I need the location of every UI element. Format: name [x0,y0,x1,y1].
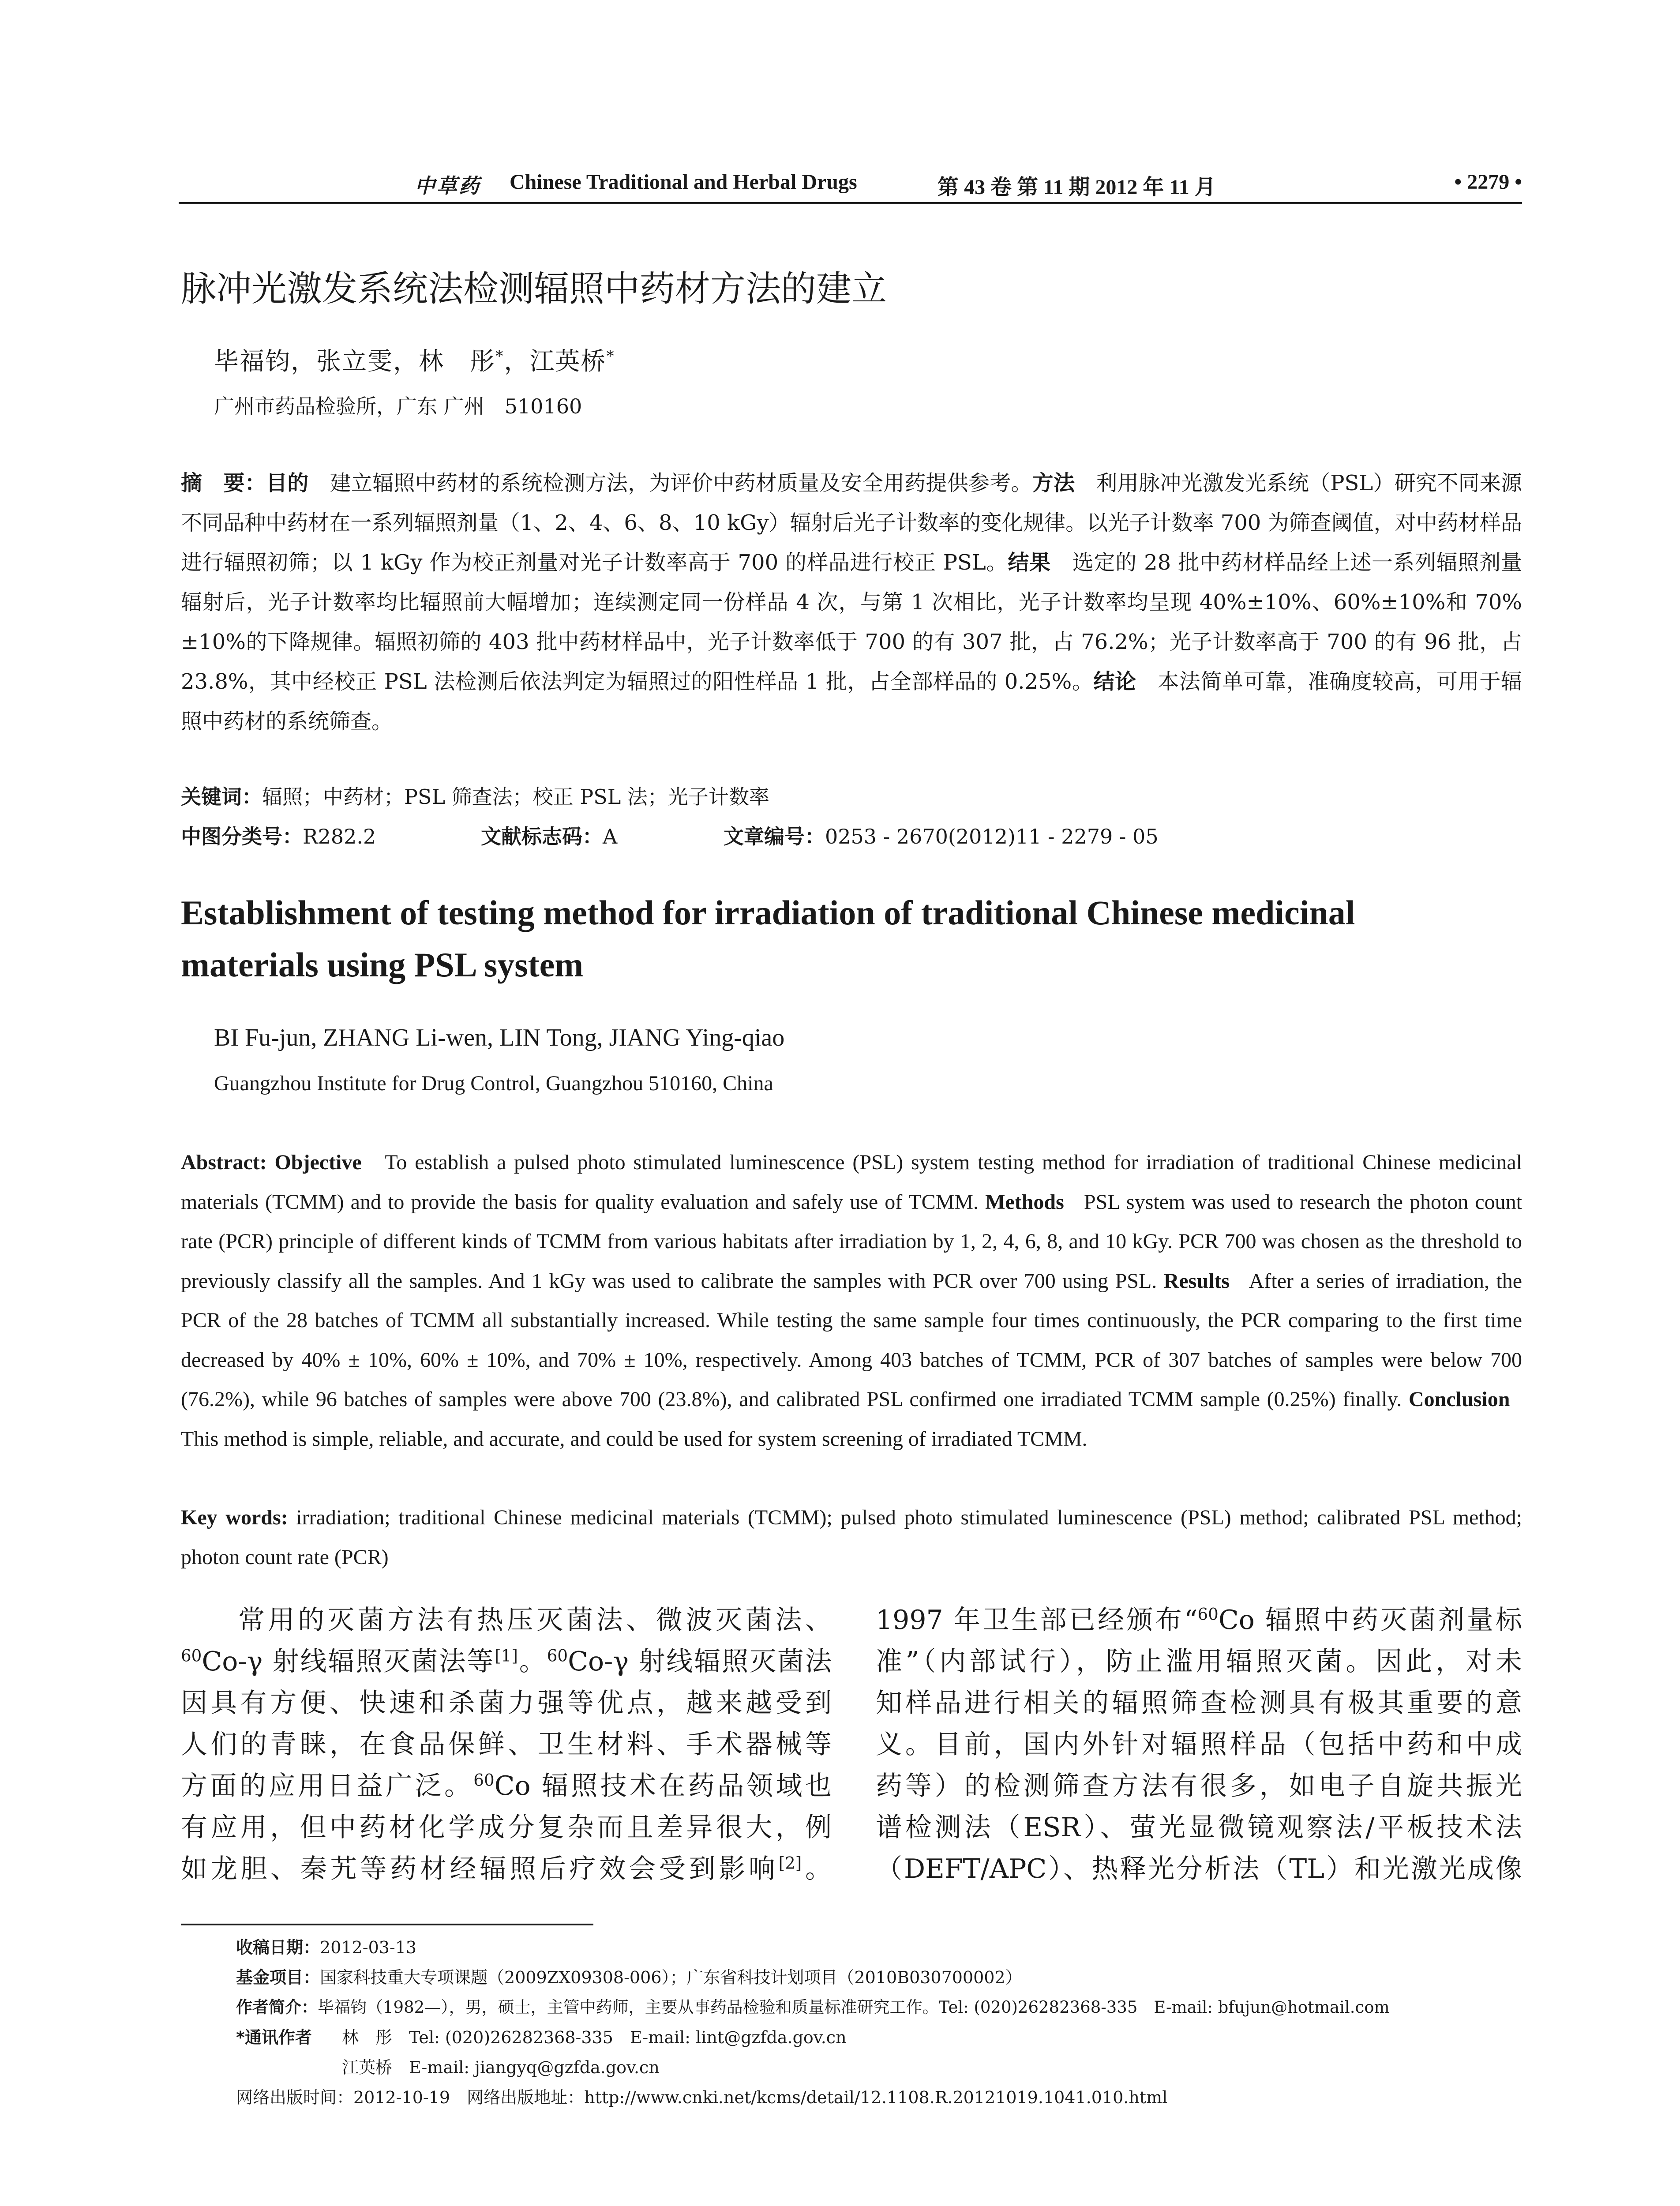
journal-name-en: Chinese Traditional and Herbal Drugs [510,170,857,194]
conclusion-label: 结论 [1093,669,1136,694]
title-en-line2: materials using PSL system [181,945,584,984]
corresponding-mark: * [606,347,615,365]
received-date: 2012-03-13 [320,1938,417,1957]
authors-cn-b: ，江英桥 [504,347,607,376]
fund-label: 基金项目： [236,1968,320,1987]
footnote-received [181,1932,1526,1962]
body-text: 谱检测法（ESR）、萤光显微镜观察法/平板技术法 [876,1812,1522,1843]
body-text: Co-γ 射线辐照灭菌法等 [202,1646,495,1677]
body-left-line [181,1765,832,1807]
keywords-cn [181,781,769,810]
body-text: Co 辐照技术在药品领域也 [494,1771,832,1801]
received-label: 收稿日期： [236,1938,320,1957]
body-right-line [876,1682,1522,1724]
body-left-column [181,1599,832,1890]
body-text: 。 [802,1853,832,1884]
header-rule [179,202,1522,204]
clc [181,821,376,850]
body-left-line [181,1682,832,1724]
methods-en-label: Methods [985,1190,1064,1214]
isotope-superscript: 60 [1197,1604,1219,1624]
keywords-cn-text: 辐照；中药材；PSL 筛查法；校正 PSL 法；光子计数率 [262,785,769,809]
footnote-fund [181,1962,1526,1992]
authors-cn-a: 毕福钧，张立雯，林 彤 [214,347,495,376]
footnote-online [181,2082,1526,2112]
conclusion-en-text: This method is simple, reliable, and accurate, and could be used for system screening of irradiated TCMM. [181,1427,1088,1451]
body-left-line [181,1848,832,1890]
results-label: 结果 [1008,550,1051,575]
body-text: 1997 年卫生部已经颁布“ [876,1605,1198,1636]
corr-label: *通讯作者 [236,2028,312,2047]
body-text: 药等）的检测筛查方法有很多，如电子自旋共振光 [876,1771,1522,1801]
article-number [724,821,1159,850]
conclusion-text: 本法简单可靠，准确度较高，可用于辐照中药材的系统筛查。 [181,669,1522,734]
body-text: 。 [518,1646,547,1677]
keywords-en [181,1498,1522,1577]
authors-cn [214,342,615,377]
objective-text: 建立辐照中药材的系统检测方法，为评价中药材质量及安全用药提供参考。 [330,471,1032,495]
footnotes [181,1932,1526,2112]
body-text: 人们的青睐，在食品保鲜、卫生材料、手术器械等 [181,1729,832,1760]
abstract-cn-label: 摘 要： [181,471,266,495]
results-en-text: After a series of irradiation, the PCR of the 28 batches of TCMM all substantially increased. While testing the same sample four times continuously, the PCR comparing to the first time decreased by 40% ± 10%, 60% ± 10%, and 70% ± 10%, respectively. Among 403 batches of TCMM, PCR of 307 batches of samples were below 700 (76.2%), while 96 batches of samples were above 700 (23.8%), and calibrated PSL confirmed one irradiated TCMM sample (0.25%) finally. [181,1269,1522,1411]
body-text: 义。目前，国内外针对辐照样品（包括中药和中成 [876,1729,1522,1760]
article-label: 文章编号： [724,825,825,848]
isotope-superscript: 60 [473,1770,495,1790]
clc-value: R282.2 [303,825,376,848]
abstract-cn [181,463,1522,741]
body-text: （DEFT/APC）、热释光分析法（TL）和光激光成像 [876,1853,1522,1884]
journal-issue: 第 43 卷 第 11 期 2012 年 11 月 [938,176,1216,199]
methods-label: 方法 [1032,471,1075,495]
classification-line [181,821,1522,847]
objective-label: 目的 [266,471,309,495]
running-header [185,170,1522,201]
body-right-column [876,1599,1522,1890]
results-en-label: Results [1163,1269,1230,1293]
body-text: 常用的灭菌方法有热压灭菌法、微波灭菌法、 [238,1605,832,1636]
doc-code [481,821,617,850]
keywords-cn-label: 关键词： [181,785,262,809]
affiliation-cn: 广州市药品检验所，广东 广州 510160 [214,394,582,418]
fund-text: 国家科技重大专项课题（2009ZX09308-006）；广东省科技计划项目（2010B030700002） [320,1968,1022,1987]
title-en [181,887,1526,991]
keywords-en-text: irradiation; traditional Chinese medicinal materials (TCMM); pulsed photo stimulated luminescence (PSL) method; calibrated PSL method; photon count rate (PCR) [181,1506,1522,1569]
body-text: 方面的应用日益广泛。 [181,1771,474,1801]
abstract-en-label: Abstract: Objective [181,1151,362,1174]
body-right-line [876,1724,1522,1765]
article-value: 0253 - 2670(2012)11 - 2279 - 05 [825,825,1159,848]
doc-value: A [603,825,618,848]
body-right-line [876,1807,1522,1848]
citation-ref: [2] [778,1853,802,1873]
isotope-superscript: 60 [547,1646,568,1666]
body-text: 知样品进行相关的辐照筛查检测具有极其重要的意 [876,1688,1522,1718]
body-left-line [181,1724,832,1765]
results-text: 选定的 28 批中药材样品经上述一系列辐照剂量辐射后，光子计数率均比辐照前大幅增加；连续测定同一份样品 4 次，与第 1 次相比，光子计数率均呈现 40%±10%、60%±10%和 70%±10%的下降规律。辐照初筛的 403 批中药材样品中，光子计数率低于 700 的有 307 批，占 76.2%；光子计数率高于 700 的有 96 批，占 23.8%，其中经校正 PSL 法检测后依法判定为辐照过的阳性样品 1 批，占全部样品的 0.25%。 [181,550,1522,694]
body-right-line [876,1848,1522,1890]
body-left-line [181,1599,832,1641]
body-right-line [876,1599,1522,1641]
page-number: • 2279 • [1454,170,1522,194]
body-text: Co-γ 射线辐照灭菌法 [568,1646,832,1677]
body-left-line [181,1641,832,1682]
methods-en-text: PSL system was used to research the photon count rate (PCR) principle of different kinds of TCMM from various habitats after irradiation by 1, 2, 4, 6, 8, and 10 kGy. PCR 700 was chosen as the threshold to previously classify all the samples. And 1 kGy was used to calibrate the samples with PCR over 700 using PSL. [181,1190,1522,1293]
body-text: 有应用，但中药材化学成分复杂而且差异很大，例 [181,1812,832,1843]
citation-ref: [1] [495,1646,518,1666]
footnote-rule [181,1924,593,1925]
doc-label: 文献标志码： [481,825,603,848]
corr-text: 林 彤 Tel: (020)26282368-335 E-mail: lint@gzfda.gov.cn [342,2028,847,2047]
footnote-correspondence [181,2022,1526,2052]
body-right-line [876,1765,1522,1807]
body-text: 因具有方便、快速和杀菌力强等优点，越来越受到 [181,1688,832,1718]
body-text: 如龙胆、秦艽等药材经辐照后疗效会受到影响 [181,1853,779,1884]
affiliation-en: Guangzhou Institute for Drug Control, Guangzhou 510160, China [214,1072,773,1095]
abstract-en [181,1143,1522,1459]
author-label: 作者简介： [236,1998,318,2017]
isotope-superscript: 60 [181,1646,202,1666]
body-right-line [876,1641,1522,1682]
methods-text: 利用脉冲光激发光系统（PSL）研究不同来源不同品种中药材在一系列辐照剂量（1、2、4、6、8、10 kGy）辐射后光子计数率的变化规律。以光子计数率 700 为筛查阈值，对中药材样品进行辐照初筛；以 1 kGy 作为校正剂量对光子计数率高于 700 的样品进行校正 PSL。 [181,471,1522,575]
clc-label: 中图分类号： [181,825,303,848]
title-en-line1: Establishment of testing method for irradiation of traditional Chinese medicinal [181,893,1355,932]
body-left-line [181,1807,832,1848]
footnote-correspondence-2 [181,2052,1526,2082]
conclusion-en-label: Conclusion [1409,1388,1510,1411]
title-cn: 脉冲光激发系统法检测辐照中药材方法的建立 [181,268,887,309]
body-text: 准”（内部试行），防止滥用辐照灭菌。因此，对未 [876,1646,1522,1677]
body-text: Co 辐照中药灭菌剂量标 [1218,1605,1522,1636]
authors-en: BI Fu-jun, ZHANG Li-wen, LIN Tong, JIANG Ying-qiao [214,1024,785,1051]
objective-en-text: To establish a pulsed photo stimulated luminescence (PSL) system testing method for irradiation of traditional Chinese medicinal materials (TCMM) and to provide the basis for quality evaluation and safely use of TCMM. [181,1151,1522,1214]
keywords-en-label: Key words: [181,1506,288,1529]
footnote-author [181,1992,1526,2022]
author-text: 毕福钧（1982—），男，硕士，主管中药师，主要从事药品检验和质量标准研究工作。Tel: (020)26282368-335 E-mail: bfujun@hotmail.com [318,1998,1390,2017]
corr-text: 江英桥 E-mail: jiangyq@gzfda.gov.cn [342,2058,660,2077]
journal-name-cn: 中草药 [415,174,481,198]
online-text: 网络出版时间：2012-10-19 网络出版地址：http://www.cnki.net/kcms/detail/12.1108.R.20121019.1041.010.html [236,2088,1168,2107]
corresponding-mark: * [495,347,504,365]
